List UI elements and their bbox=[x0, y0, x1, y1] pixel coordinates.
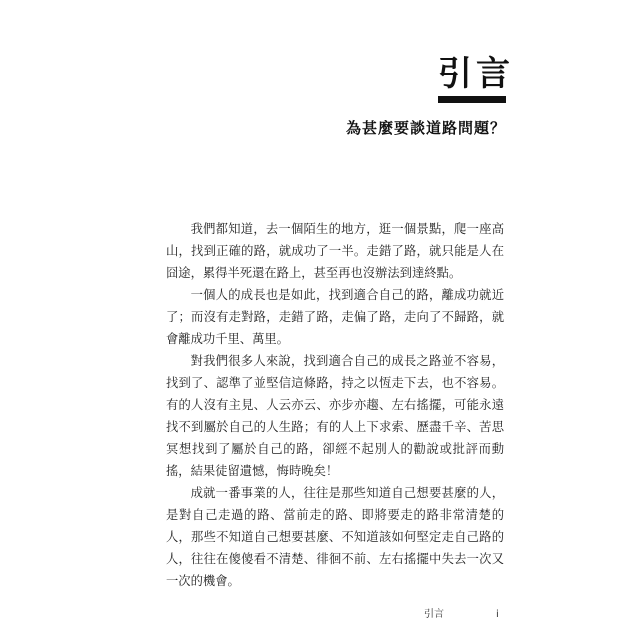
title-underline-bar bbox=[438, 96, 506, 103]
paragraph-3: 對我們很多人來說，找到適合自己的成長之路並不容易，找到了、認準了並堅信這條路，持之以恆走下去，也不容易。有的人沒有主見、人云亦云、亦步亦趨、左右搖擺，可能永遠找不到屬於自己的人生路；有的人上下求索、歷盡千辛、苦思冥想找到了屬於自己的路，卻經不起別人的勸說或批評而動搖，結果徒留遺憾，悔時晚矣！ bbox=[166, 354, 504, 478]
paragraph-4: 成就一番事業的人，往往是那些知道自己想要甚麼的人，是對自己走過的路、當前走的路、即將要走的路非常清楚的人，那些不知道自己想要甚麼、不知道該如何堅定走自己路的人，往往在傻傻看不清楚、徘徊不前、左右搖擺中失去一次又一次的機會。 bbox=[166, 486, 504, 588]
chapter-heading bbox=[438, 54, 514, 103]
body-text bbox=[166, 218, 504, 592]
page-number: i bbox=[496, 609, 499, 620]
paragraph-1: 我們都知道，去一個陌生的地方，逛一個景點，爬一座高山，找到正確的路，就成功了一半。走錯了路，就只能是人在囧途，累得半死還在路上，甚至再也沒辦法到達終點。 bbox=[166, 222, 504, 280]
running-footer-title: 引言 bbox=[424, 609, 444, 620]
chapter-title: 引言 bbox=[438, 54, 514, 94]
chapter-subtitle: 為甚麼要談道路問題？ bbox=[345, 119, 506, 137]
paragraph-2: 一個人的成長也是如此，找到適合自己的路，離成功就近了；而沒有走對路，走錯了路，走偏了路，走向了不歸路，就會離成功千里、萬里。 bbox=[166, 288, 504, 346]
